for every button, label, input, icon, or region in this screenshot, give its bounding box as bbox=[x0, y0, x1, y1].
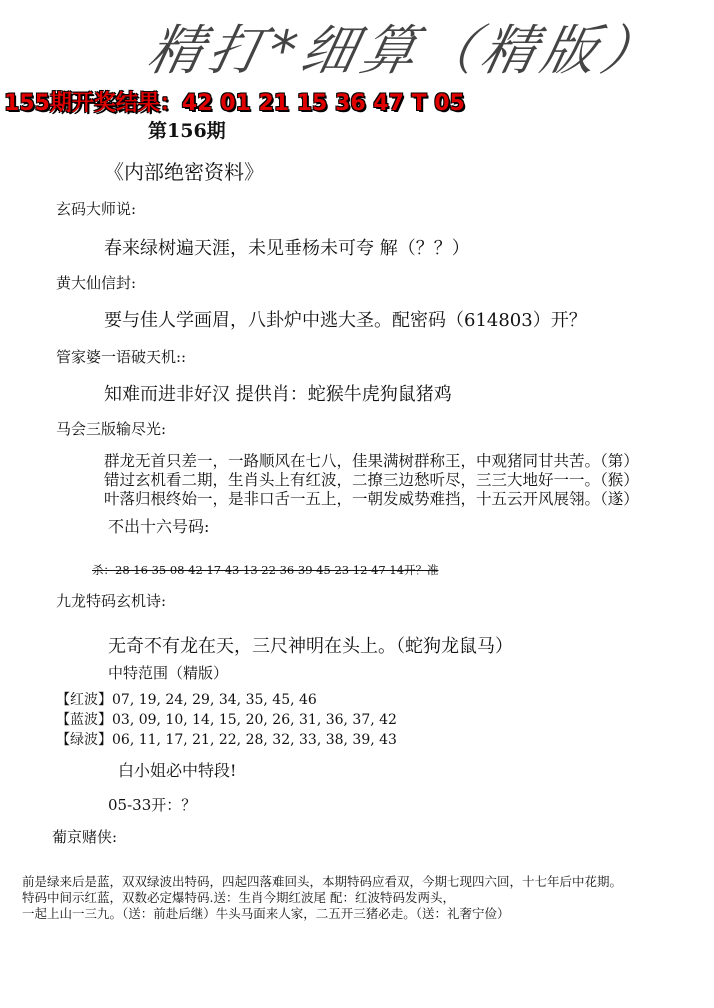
internal-title: 《内部绝密资料》 bbox=[104, 160, 264, 184]
mahui-label: 马会三版输尽光: bbox=[56, 420, 167, 438]
wave-tag: 【红波】 bbox=[56, 692, 112, 708]
wave-list bbox=[56, 690, 397, 750]
wave-tag: 【绿波】 bbox=[56, 732, 112, 748]
bottom-line: 一起上山一三九。（送：前赴后继）牛头马面来人家，二五开三猪必走。（送：礼奢宁俭） bbox=[22, 906, 510, 921]
wave-numbers: 06, 11, 17, 21, 22, 28, 32, 33, 38, 39, 43 bbox=[112, 732, 397, 748]
wave-numbers: 03, 09, 10, 14, 15, 20, 26, 31, 36, 37, 42 bbox=[112, 712, 397, 728]
range-label: 中特范围（精版） bbox=[108, 664, 229, 682]
range-text: 05-33开：？ bbox=[108, 796, 197, 814]
huang-label: 黄大仙信封: bbox=[56, 274, 137, 292]
kill-numbers: 杀：28 16 35 08 42 17 43 13 22 36 39 45 23 12 47 14开？准 bbox=[92, 563, 439, 577]
not-16-label: 不出十六号码: bbox=[108, 517, 210, 536]
jiulong-text: 无奇不有龙在天，三尺神明在头上。（蛇狗龙鼠马） bbox=[108, 636, 513, 657]
red-wave-row bbox=[56, 690, 397, 710]
mahui-line: 错过玄机看二期，生肖头上有红波，二撩三边愁听尽，三三大地好一一。（猴） bbox=[104, 471, 639, 489]
mahui-line: 群龙无首只差一，一路顺风在七八，佳果满树群称王，中观猪同甘共苦。（第） bbox=[104, 452, 639, 470]
xuanma-label: 玄码大师说: bbox=[56, 200, 137, 218]
header-title-art: 精打*细算（精版） bbox=[142, 19, 669, 82]
bottom-line: 前是绿来后是蓝，双双绿波出特码，四起四落难回头，本期特码应看双，今期七现四六回，十七年后中花期。 bbox=[22, 874, 623, 889]
jiulong-label: 九龙特码玄机诗: bbox=[56, 592, 167, 610]
guanjia-label: 管家婆一语破天机:: bbox=[56, 348, 187, 366]
wave-numbers: 07, 19, 24, 29, 34, 35, 45, 46 bbox=[112, 692, 317, 708]
mahui-line: 叶落归根终始一，是非口舌一五上，一朝发威势难挡，十五云开风展翎。（遂） bbox=[104, 490, 639, 508]
issue-number: 第156期 bbox=[148, 120, 226, 142]
huang-text: 要与佳人学画眉，八卦炉中逃大圣。配密码（614803）开？ bbox=[104, 310, 587, 331]
xuanma-text: 春来绿树遍天涯，未见垂杨未可夸 解（？？） bbox=[104, 238, 470, 259]
bottom-line: 特码中间示红蓝，双数必定爆特码.送：生肖今期红波尾 配：红波特码发两头， bbox=[22, 890, 455, 905]
mahui-poem bbox=[104, 452, 639, 509]
blue-wave-row bbox=[56, 710, 397, 730]
green-wave-row bbox=[56, 730, 397, 750]
guanjia-text: 知难而进非好汉 提供肖：蛇猴牛虎狗鼠猪鸡 bbox=[104, 384, 452, 405]
lottery-result: 155期开奖结果：42 01 21 15 36 47 T 05 bbox=[4, 91, 465, 116]
pujing-label: 葡京赌侠: bbox=[52, 828, 118, 846]
wave-tag: 【蓝波】 bbox=[56, 712, 112, 728]
bai-text: 白小姐必中特段! bbox=[118, 761, 237, 780]
